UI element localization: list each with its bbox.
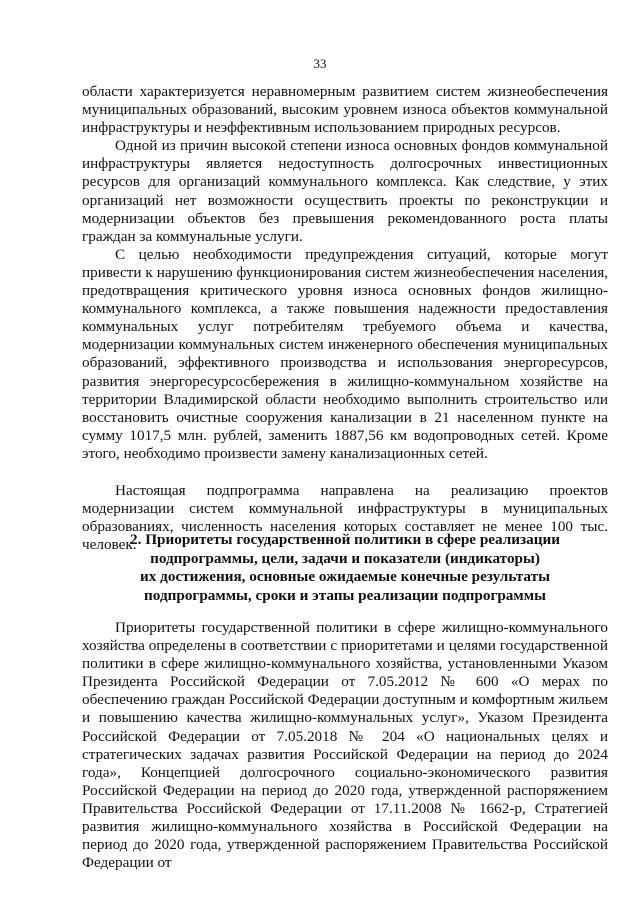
paragraph-infrastructure-wear: Одной из причин высокой степени износа основных фондов коммунальной инфраструктуры является недоступность долгосрочных инвестиционных ресурсов для организаций коммунального комплекса. Как следствие, у этих организаций нет возможности осуществить проекты по реконструкции и модернизации объектов без превышения рекомендованного роста платы граждан за коммунальные услуги. <box>82 137 608 245</box>
paragraph-state-policy-priorities: Приоритеты государственной политики в сфере жилищно-коммунального хозяйства определены в соответствии с приоритетами и целями государственной политики в сфере жилищно-коммунального хозяйства, установленными Указом Президента Российской Федерации от 7.05.2012 № 600 «О мерах по обеспечению граждан Российской Федерации доступным и комфортным жильем и повышению качества жилищно-коммунальных услуг», Указом Президента Российской Федерации от 7.05.2018 № 204 «О национальных целях и стратегических задачах развития Российской Федерации на период до 2024 года», Концепцией долгосрочного социально-экономического развития Российской Федерации на период до 2020 года, утвержденной распоряжением Правительства Российской Федерации от 17.11.2008 № 1662-р, Стратегией развития жилищно-коммунального хозяйства в Российской Федерации на период до 2020 года, утвержденной распоряжением Правительства Российской Федерации от <box>82 619 608 872</box>
section-heading-line: подпрограммы, цели, задачи и показатели (индикаторы) <box>150 549 540 567</box>
section-body <box>82 619 608 872</box>
body-text <box>82 83 608 554</box>
paragraph-continuation: области характеризуется неравномерным развитием систем жизнеобеспечения муниципальных образований, высоким уровнем износа объектов коммунальной инфраструктуры и неэффективным использованием природных ресурсов. <box>82 83 608 137</box>
section-heading <box>82 531 608 605</box>
paragraph-subprogram-scope: Настоящая подпрограмма направлена на реализацию проектов модернизации систем коммунальной инфраструктуры в муниципальных образованиях, численность населения которых составляет не менее 100 тыс. человек. <box>82 481 608 554</box>
page-number: 33 <box>313 56 327 71</box>
paragraph-prevention-goals: С целью необходимости предупреждения ситуаций, которые могут привести к нарушению функционирования систем жизнеобеспечения населения, предотвращения критического уровня износа основных фондов жилищно-коммунального комплекса, а также повышения надежности предоставления коммунальных услуг потребителям требуемого объема и качества, модернизации коммунальных систем инженерного обеспечения муниципальных образований, эффективного производства и использования энергоресурсов, развития энергоресурсосбережения в жилищно-коммунальном хозяйстве на территории Владимирской области необходимо выполнить строительство или восстановить очистные сооружения канализации в 21 населенном пункте на сумму 1017,5 млн. рублей, заменить 1887,56 км водопроводных сетей. Кроме этого, необходимо произвести замену канализационных сетей. <box>82 245 608 462</box>
section-heading-line: их достижения, основные ожидаемые конечные результаты <box>140 568 550 585</box>
section-heading-line: 2. Приоритеты государственной политики в сфере реализации <box>130 531 560 548</box>
section-heading-line: подпрограммы, сроки и этапы реализации подпрограммы <box>144 586 546 604</box>
